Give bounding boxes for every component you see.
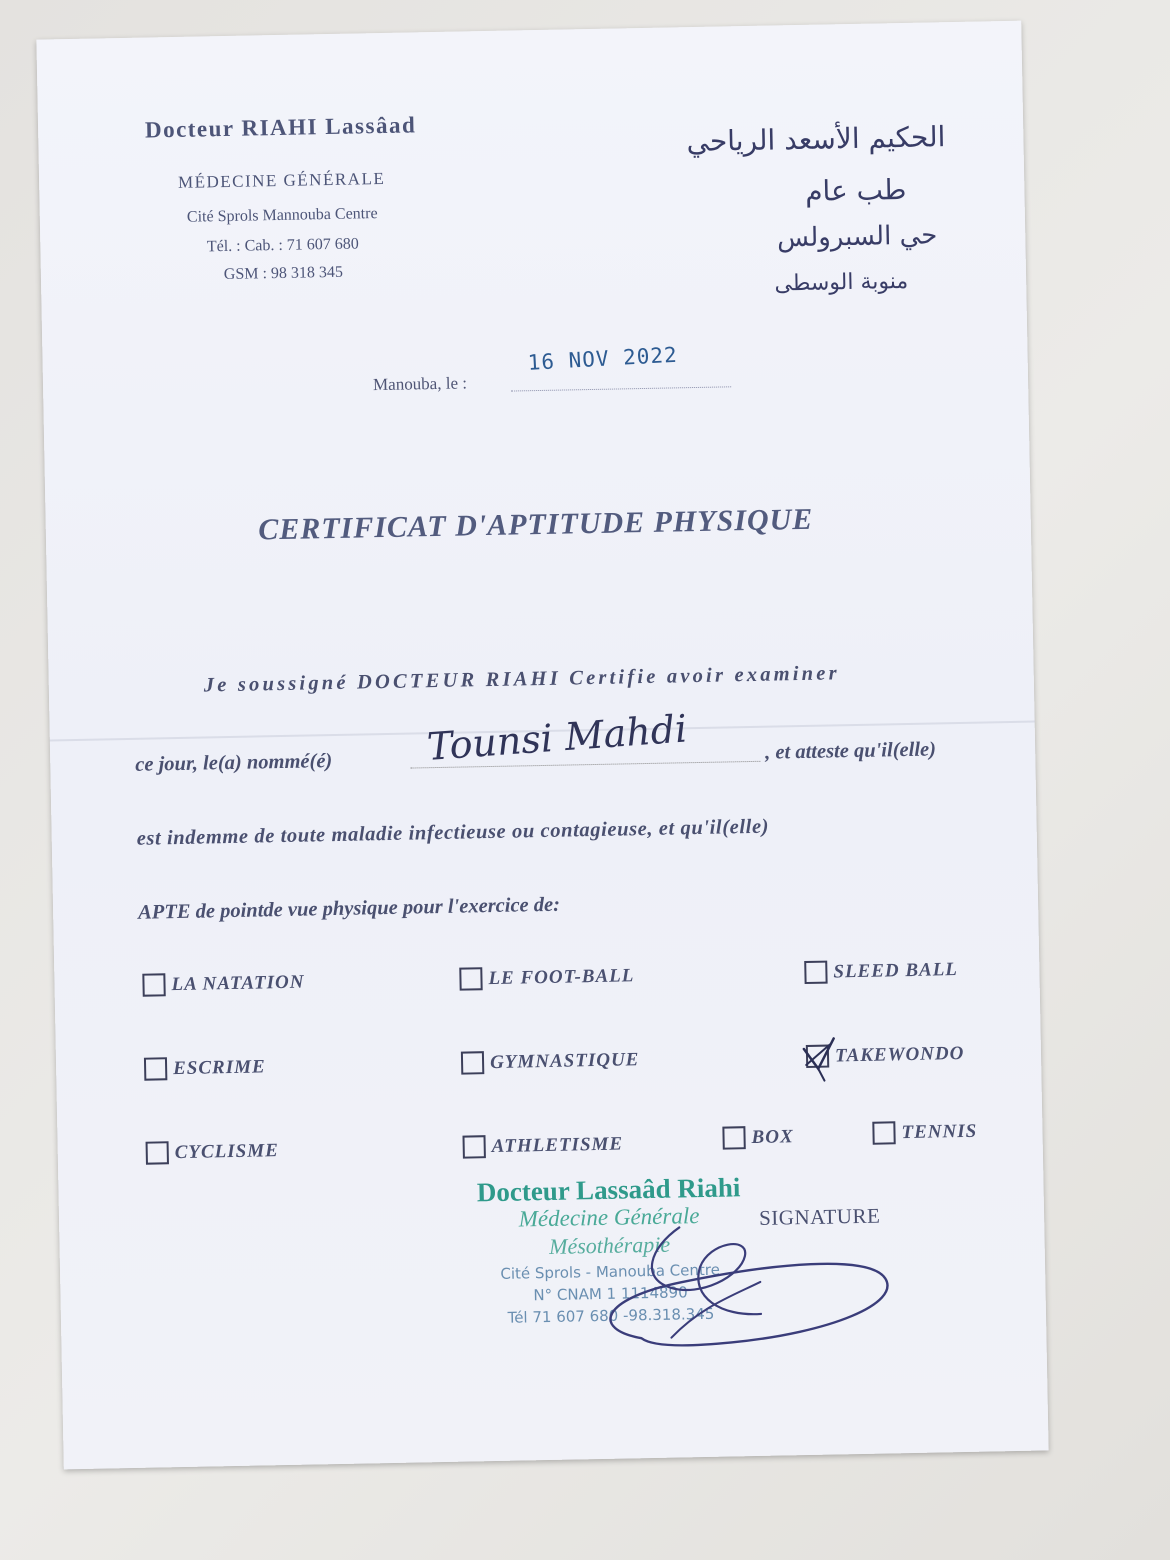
checkbox-box[interactable] [722,1126,745,1149]
option-label: TENNIS [901,1120,978,1143]
option-box[interactable] [722,1125,794,1149]
stamp-phone: Tél 71 607 680 -98.318.345 [507,1304,715,1327]
body-line-2-prefix: ce jour, le(a) nommé(é) [135,750,333,776]
option-label: ATHLETISME [491,1133,624,1157]
option-natation[interactable] [142,971,304,997]
stamp-subspecialty: Mésothérapie [548,1231,671,1259]
checkbox-cyclisme[interactable] [146,1141,169,1164]
option-label: ESCRIME [172,1055,266,1079]
option-label: SLEED BALL [833,958,959,982]
arabic-city: منوبة الوسطى [774,268,909,297]
option-label: CYCLISME [174,1139,280,1163]
checkbox-gymnastique[interactable] [461,1051,484,1074]
date-label: Manouba, le : [372,373,468,395]
option-takewondo[interactable] [806,1042,965,1068]
checkbox-takewondo[interactable] [806,1045,829,1068]
body-line-1: Je soussigné DOCTEUR RIAHI Certifie avoir examiner [203,662,840,697]
certificate-paper [36,21,1048,1470]
option-label: LA NATATION [171,971,305,995]
arabic-specialty: طب عام [804,172,907,208]
arabic-neighborhood: حي السبرولس [776,220,938,254]
letterhead-doctor-name: Docteur RIAHI Lassâad [144,112,417,143]
letterhead-address: Cité Sprols Mannouba Centre [186,205,378,226]
stamp-doctor-name: Docteur Lassaâd Riahi [476,1172,741,1208]
checkbox-football[interactable] [459,967,482,990]
body-line-3: est indemme de toute maladie infectieuse ou contagieuse, et qu'il(elle) [136,815,770,850]
option-cyclisme[interactable] [146,1139,280,1165]
checkbox-tennis[interactable] [872,1121,895,1144]
option-athletisme[interactable] [462,1133,623,1159]
option-label: TAKEWONDO [834,1042,965,1066]
checkbox-natation[interactable] [142,973,165,996]
letterhead-gsm: GSM : 98 318 345 [223,263,344,284]
patient-name: Tounsi Mahdi [425,706,689,769]
option-label: LE FOOT-BALL [488,964,635,989]
letterhead-specialty: MÉDECINE GÉNÉRALE [177,168,386,192]
option-football[interactable] [459,964,634,990]
checkbox-escrime[interactable] [144,1057,167,1080]
date-line [511,386,731,391]
date-stamp: 16 NOV 2022 [527,342,679,375]
option-label: GYMNASTIQUE [489,1048,640,1073]
body-line-2-suffix: , et atteste qu'il(elle) [764,738,937,764]
stamp-specialty: Médecine Générale [518,1203,700,1232]
stamp-cnam-number: N° CNAM 1 1114890 [533,1283,688,1305]
checkbox-athletisme[interactable] [462,1135,485,1158]
option-label: BOX [751,1125,794,1148]
stamp-address: Cité Sprols - Manouba Centre [500,1260,721,1283]
option-tennis[interactable] [872,1120,977,1145]
checkbox-sleed-ball[interactable] [804,961,827,984]
handwritten-check-mark-icon [800,1036,841,1085]
body-line-4: APTE de pointde vue physique pour l'exercice de: [137,893,561,924]
certificate-title: CERTIFICAT D'APTITUDE PHYSIQUE [257,502,814,547]
arabic-doctor-name: الحكيم الأسعد الرياحي [686,120,946,159]
signature-label: SIGNATURE [758,1203,881,1230]
letterhead-phone: Tél. : Cab. : 71 607 680 [206,235,359,256]
option-escrime[interactable] [144,1055,266,1080]
handwritten-signature [529,1183,912,1360]
option-sleed-ball[interactable] [804,958,958,984]
option-gymnastique[interactable] [461,1048,640,1074]
